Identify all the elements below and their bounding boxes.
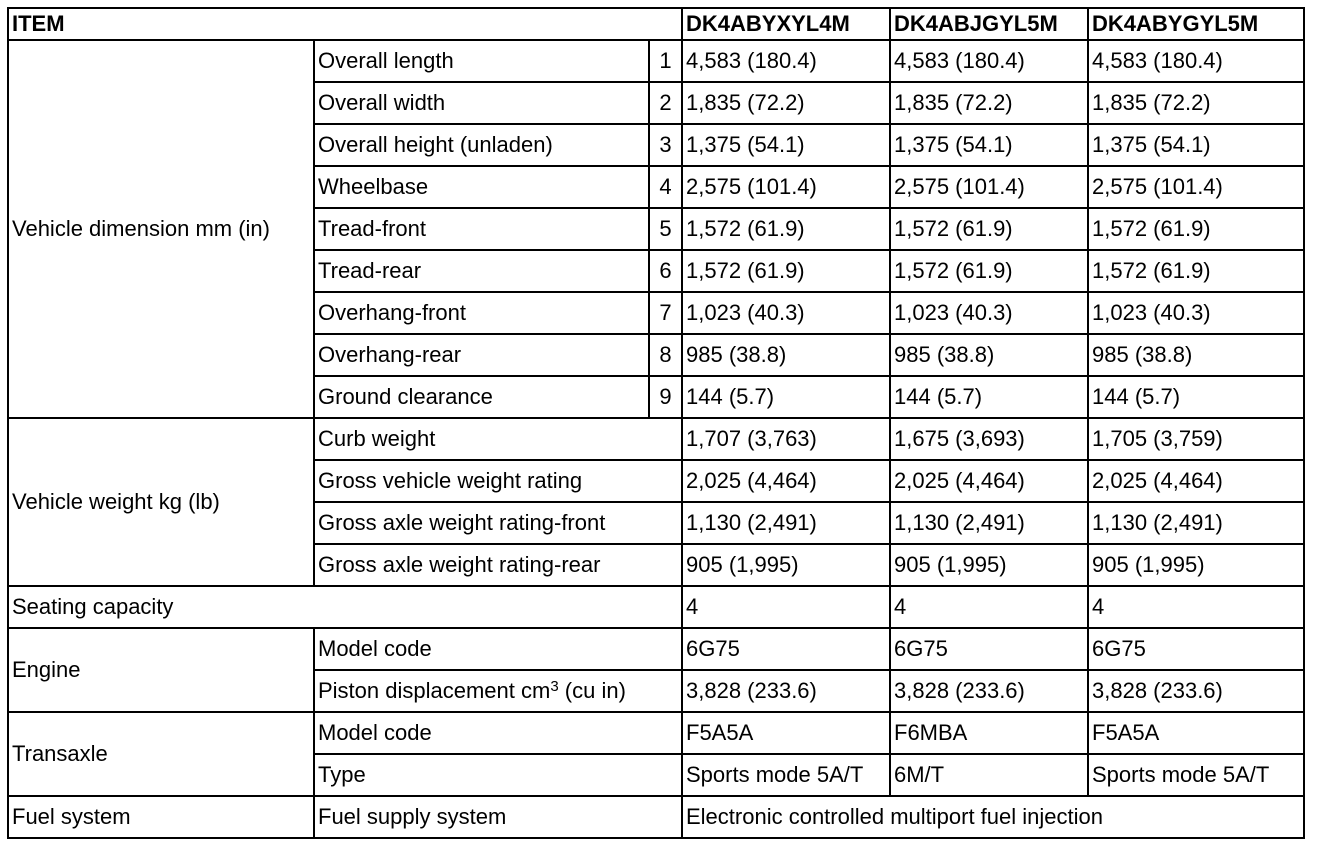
value-cell: 1,572 (61.9)	[682, 208, 890, 250]
row-label: Ground clearance	[314, 376, 649, 418]
value-cell: F5A5A	[1088, 712, 1304, 754]
value-cell: 2,575 (101.4)	[1088, 166, 1304, 208]
value-cell: 1,835 (72.2)	[1088, 82, 1304, 124]
row-label: Model code	[314, 712, 682, 754]
row-label: Fuel supply system	[314, 796, 682, 838]
value-cell: 1,835 (72.2)	[890, 82, 1088, 124]
row-number: 7	[649, 292, 682, 334]
value-cell: 1,707 (3,763)	[682, 418, 890, 460]
value-cell: Electronic controlled multiport fuel injection	[682, 796, 1304, 838]
value-cell: 3,828 (233.6)	[682, 670, 890, 712]
header-row	[8, 8, 1304, 40]
value-cell: 144 (5.7)	[682, 376, 890, 418]
value-cell: 3,828 (233.6)	[890, 670, 1088, 712]
value-cell: 1,572 (61.9)	[890, 250, 1088, 292]
row-label: Tread-front	[314, 208, 649, 250]
value-cell: 4,583 (180.4)	[1088, 40, 1304, 82]
row-label: Gross axle weight rating-front	[314, 502, 682, 544]
row-label: Overhang-front	[314, 292, 649, 334]
model-header-3: DK4ABYGYL5M	[1088, 8, 1304, 40]
value-cell: 2,575 (101.4)	[682, 166, 890, 208]
model-header-2: DK4ABJGYL5M	[890, 8, 1088, 40]
row-label: Model code	[314, 628, 682, 670]
value-cell: 1,572 (61.9)	[890, 208, 1088, 250]
value-cell: 6G75	[1088, 628, 1304, 670]
value-cell: Sports mode 5A/T	[1088, 754, 1304, 796]
value-cell: 1,835 (72.2)	[682, 82, 890, 124]
value-cell: Sports mode 5A/T	[682, 754, 890, 796]
value-cell: 1,130 (2,491)	[1088, 502, 1304, 544]
value-cell: F6MBA	[890, 712, 1088, 754]
transaxle-group-label: Transaxle	[8, 712, 314, 796]
weight-group-label: Vehicle weight kg (lb)	[8, 418, 314, 586]
seating-label: Seating capacity	[8, 586, 682, 628]
dimension-group-label: Vehicle dimension mm (in)	[8, 40, 314, 418]
table-row	[8, 796, 1304, 838]
value-cell: 985 (38.8)	[1088, 334, 1304, 376]
value-cell: 1,375 (54.1)	[1088, 124, 1304, 166]
value-cell: 1,572 (61.9)	[1088, 208, 1304, 250]
value-cell: 6G75	[682, 628, 890, 670]
value-cell: 1,023 (40.3)	[682, 292, 890, 334]
row-label: Curb weight	[314, 418, 682, 460]
spec-table	[7, 7, 1305, 839]
item-header: ITEM	[8, 8, 682, 40]
value-cell: 6G75	[890, 628, 1088, 670]
value-cell: F5A5A	[682, 712, 890, 754]
table-row	[8, 586, 1304, 628]
row-number: 6	[649, 250, 682, 292]
value-cell: 1,023 (40.3)	[1088, 292, 1304, 334]
engine-group-label: Engine	[8, 628, 314, 712]
displacement-label-main: Piston displacement cm	[318, 678, 551, 703]
row-number: 9	[649, 376, 682, 418]
model-header-1: DK4ABYXYL4M	[682, 8, 890, 40]
value-cell: 3,828 (233.6)	[1088, 670, 1304, 712]
value-cell: 1,572 (61.9)	[682, 250, 890, 292]
value-cell: 2,025 (4,464)	[1088, 460, 1304, 502]
value-cell: 905 (1,995)	[682, 544, 890, 586]
row-number: 1	[649, 40, 682, 82]
row-label: Tread-rear	[314, 250, 649, 292]
value-cell: 905 (1,995)	[1088, 544, 1304, 586]
value-cell: 905 (1,995)	[890, 544, 1088, 586]
value-cell: 1,705 (3,759)	[1088, 418, 1304, 460]
value-cell: 985 (38.8)	[682, 334, 890, 376]
row-label: Gross vehicle weight rating	[314, 460, 682, 502]
row-number: 2	[649, 82, 682, 124]
value-cell: 2,025 (4,464)	[890, 460, 1088, 502]
value-cell: 1,023 (40.3)	[890, 292, 1088, 334]
table-row	[8, 40, 1304, 82]
displacement-label-exponent: 3	[550, 678, 559, 695]
row-label: Overall length	[314, 40, 649, 82]
row-label: Overall height (unladen)	[314, 124, 649, 166]
displacement-label-unit: (cu in)	[558, 678, 626, 703]
row-label: Wheelbase	[314, 166, 649, 208]
value-cell: 144 (5.7)	[1088, 376, 1304, 418]
value-cell: 1,130 (2,491)	[890, 502, 1088, 544]
table-row	[8, 418, 1304, 460]
row-number: 8	[649, 334, 682, 376]
row-label: Overhang-rear	[314, 334, 649, 376]
value-cell: 2,575 (101.4)	[890, 166, 1088, 208]
value-cell: 4	[890, 586, 1088, 628]
value-cell: 4,583 (180.4)	[682, 40, 890, 82]
value-cell: 144 (5.7)	[890, 376, 1088, 418]
value-cell: 1,375 (54.1)	[890, 124, 1088, 166]
row-label	[314, 670, 682, 712]
value-cell: 985 (38.8)	[890, 334, 1088, 376]
value-cell: 1,675 (3,693)	[890, 418, 1088, 460]
row-number: 5	[649, 208, 682, 250]
row-label: Gross axle weight rating-rear	[314, 544, 682, 586]
value-cell: 1,375 (54.1)	[682, 124, 890, 166]
row-number: 3	[649, 124, 682, 166]
fuel-group-label: Fuel system	[8, 796, 314, 838]
table-row	[8, 712, 1304, 754]
value-cell: 1,572 (61.9)	[1088, 250, 1304, 292]
value-cell: 6M/T	[890, 754, 1088, 796]
value-cell: 2,025 (4,464)	[682, 460, 890, 502]
value-cell: 4,583 (180.4)	[890, 40, 1088, 82]
row-number: 4	[649, 166, 682, 208]
row-label: Type	[314, 754, 682, 796]
row-label: Overall width	[314, 82, 649, 124]
value-cell: 4	[682, 586, 890, 628]
table-row	[8, 628, 1304, 670]
value-cell: 1,130 (2,491)	[682, 502, 890, 544]
value-cell: 4	[1088, 586, 1304, 628]
